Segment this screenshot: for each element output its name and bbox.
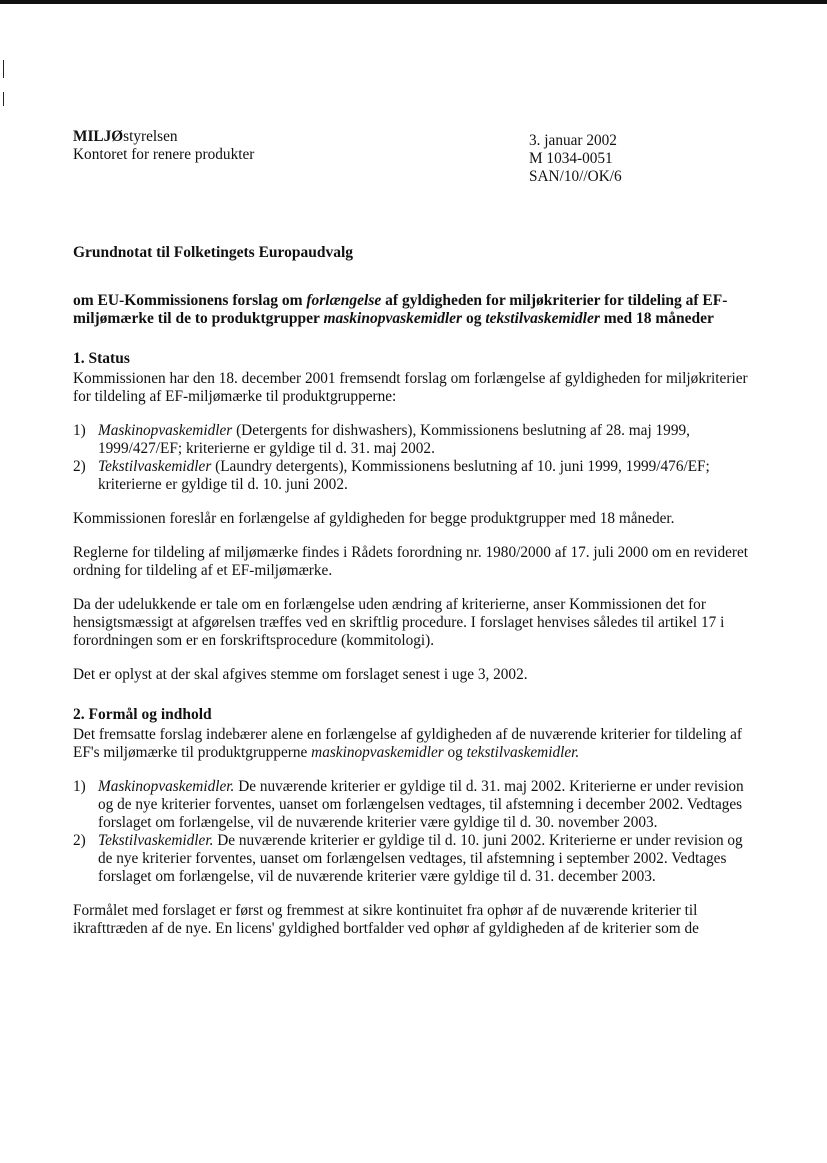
purpose-list (73, 778, 753, 886)
paragraph: Det fremsatte forslag indebærer alene en forlængelse af gyldigheden af de nuværende kriterier for tildeling af EF's miljømærke til produktgrupperne maskinopvaskemidler og tekstilvaskemidler. (73, 726, 742, 761)
list-item: 2) Tekstilvaskemidler (Laundry detergents), Kommissionens beslutning af 10. juni 1999, 1999/476/EF; kriterierne er gyldige til d. 10. juni 2002. (73, 458, 710, 493)
scan-edge-mark (3, 92, 4, 106)
paragraph: Da der udelukkende er tale om en forlængelse uden ændring af kriterierne, anser Kommissionen det for hensigtsmæssigt at afgørelsen træffes ved en skriftlig procedure. I forslaget henvises således til artikel 17 i forordningen som er en forskriftsprocedure (kommitologi). (73, 596, 725, 649)
reference-block (529, 132, 622, 186)
sender-block (73, 128, 254, 164)
list-item: 1) Maskinopvaskemidler (Detergents for dishwashers), Kommissionens beslutning af 28. maj 1999, 1999/427/EF; kriterierne er gyldige til d. 31. maj 2002. (73, 422, 690, 457)
case-number: SAN/10//OK/6 (529, 168, 622, 185)
office-name: Kontoret for renere produkter (73, 146, 255, 163)
list-item: 2) Tekstilvaskemidler. De nuværende kriterier er gyldige til d. 10. juni 2002. Kriterierne er under revision og de nye kriterier forventes, uanset om forlængelsen vedtages, til afstemning i september 2002. Vedtages forslaget om forlængelse, vil de nuværende kriterier være gyldige til d. 31. december 2003. (73, 832, 743, 885)
product-group-list (73, 422, 753, 494)
reference-number: M 1034-0051 (529, 150, 613, 167)
paragraph: Reglerne for tildeling af miljømærke findes i Rådets forordning nr. 1980/2000 af 17. juli 2000 om en revideret ordning for tildeling af et EF-miljømærke. (73, 544, 749, 579)
document-page (73, 128, 753, 938)
scan-top-border (0, 0, 827, 4)
scan-edge-mark (3, 60, 4, 78)
paragraph: Formålet med forslaget er først og fremmest at sikre kontinuitet fra ophør af de nuværende kriterier til ikrafttræden af de nye. En licens' gyldighed bortfalder ved ophør af gyldigheden af de kriterier som de (73, 902, 699, 937)
paragraph: Det er oplyst at der skal afgives stemme om forslaget senest i uge 3, 2002. (73, 666, 528, 683)
section-heading-purpose: 2. Formål og indhold (73, 706, 212, 723)
list-item: 1) Maskinopvaskemidler. De nuværende kriterier er gyldige til d. 31. maj 2002. Kriterierne er under revision og de nye kriterier forventes, uanset om forlængelsen vedtages, til afstemning i december 2002. Vedtages forslaget om forlængelse, vil de nuværende kriterier være gyldige til d. 30. november 2003. (73, 778, 744, 831)
paragraph: Kommissionen har den 18. december 2001 fremsendt forslag om forlængelse af gyldigheden for miljøkriterier for tildeling af EF-miljømærke til produktgrupperne: (73, 370, 748, 405)
letterhead (73, 128, 753, 190)
paragraph: Kommissionen foreslår en forlængelse af gyldigheden for begge produktgrupper med 18 måneder. (73, 510, 675, 527)
document-date: 3. januar 2002 (529, 132, 617, 149)
organization-name: MILJØstyrelsen (73, 128, 178, 145)
document-title: Grundnotat til Folketingets Europaudvalg (73, 244, 354, 261)
document-subtitle: om EU-Kommissionens forslag om forlængelse af gyldigheden for miljøkriterier for tildeling af EF-miljømærke til de to produktgrupper maskinopvaskemidler og tekstilvaskemidler med 18 måneder (73, 292, 728, 327)
section-heading-status: 1. Status (73, 350, 130, 367)
